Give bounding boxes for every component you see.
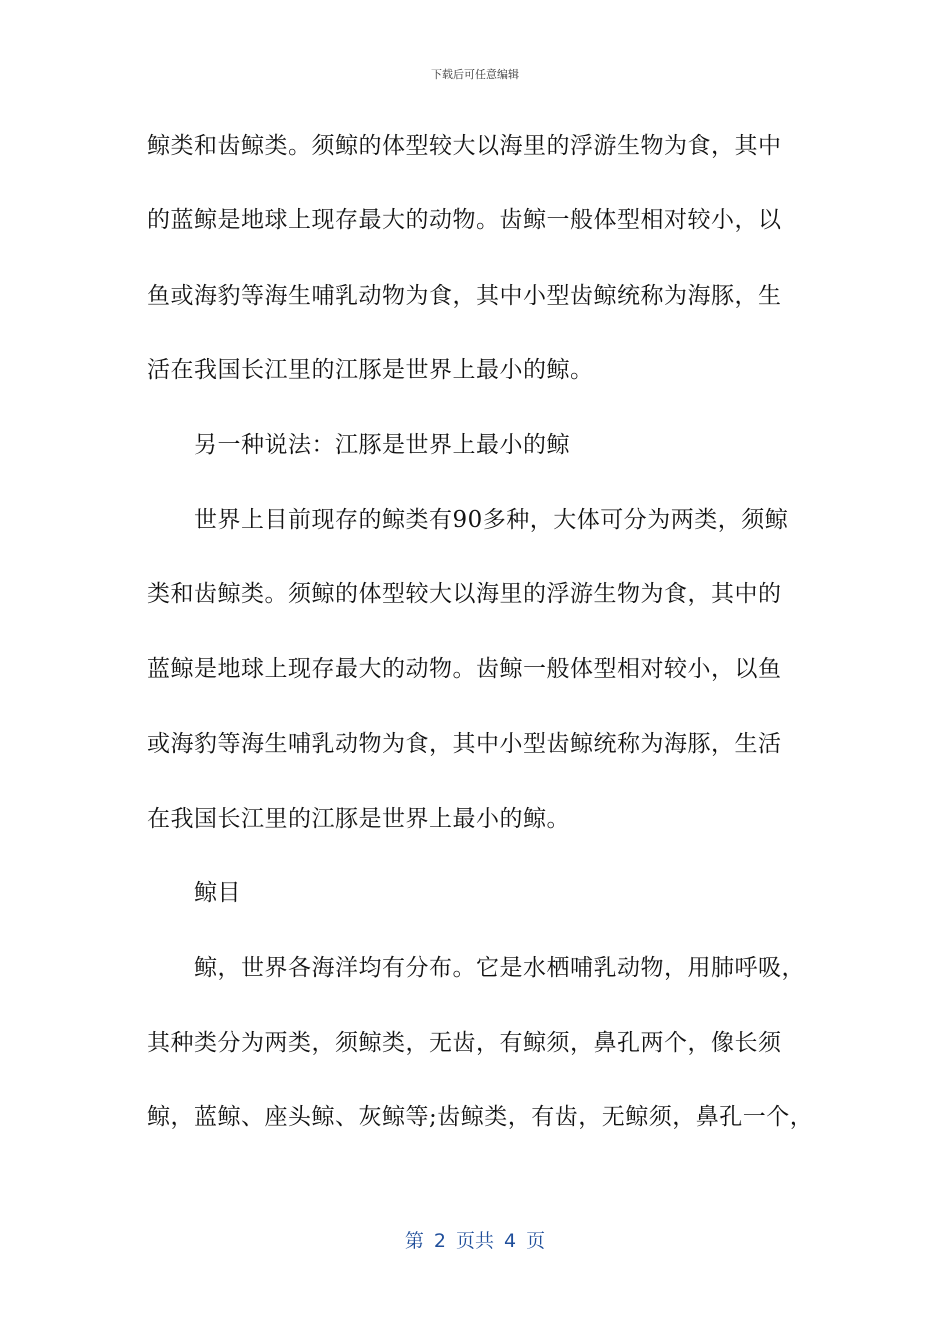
- body-line-7: 类和齿鲸类。须鲸的体型较大以海里的浮游生物为食，其中的: [147, 581, 782, 607]
- body-line-12: 鲸，世界各海洋均有分布。它是水栖哺乳动物，用肺呼吸，: [194, 955, 805, 981]
- page-number-footer: 第 2 页共 4 页: [404, 1230, 546, 1252]
- body-line-3: 鱼或海豹等海生哺乳动物为食，其中小型齿鲸统称为海豚，生: [147, 283, 782, 309]
- body-line-11: 鲸目: [194, 880, 241, 906]
- body-line-2: 的蓝鲸是地球上现存最大的动物。齿鲸一般体型相对较小，以: [147, 207, 782, 233]
- header-note: 下载后可任意编辑: [431, 68, 519, 81]
- body-line-1: 鲸类和齿鲸类。须鲸的体型较大以海里的浮游生物为食，其中: [147, 133, 782, 159]
- body-line-14: 鲸，蓝鲸、座头鲸、灰鲸等;齿鲸类，有齿，无鲸须，鼻孔一个，: [147, 1104, 814, 1130]
- body-line-9: 或海豹等海生哺乳动物为食，其中小型齿鲸统称为海豚，生活: [147, 731, 782, 757]
- body-line-6: 世界上目前现存的鲸类有90多种，大体可分为两类，须鲸: [194, 507, 789, 533]
- body-line-5: 另一种说法：江豚是世界上最小的鲸: [194, 432, 570, 458]
- body-line-10: 在我国长江里的江豚是世界上最小的鲸。: [147, 806, 570, 832]
- body-line-4: 活在我国长江里的江豚是世界上最小的鲸。: [147, 357, 594, 383]
- body-line-8: 蓝鲸是地球上现存最大的动物。齿鲸一般体型相对较小，以鱼: [147, 656, 782, 682]
- body-line-13: 其种类分为两类，须鲸类，无齿，有鲸须，鼻孔两个，像长须: [147, 1030, 782, 1056]
